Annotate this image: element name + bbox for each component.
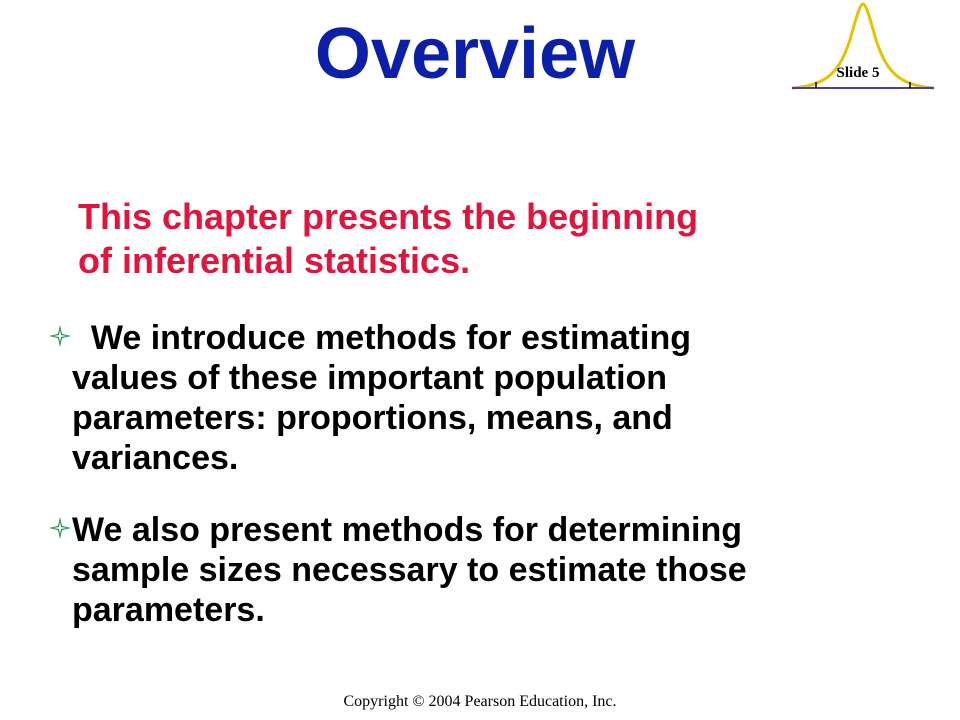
diamond-star-bullet-icon: [48, 324, 72, 348]
bullet-text: [48, 510, 928, 630]
bullet-line: parameters.: [72, 591, 265, 629]
slide-number: Slide 5: [836, 65, 880, 81]
bullet-line: We introduce methods for estimating: [72, 319, 691, 357]
chapter-intro-line: of inferential statistics.: [78, 240, 471, 281]
bullet-item: [48, 318, 928, 478]
bullet-line: values of these important population: [72, 359, 668, 397]
bullet-item: [48, 510, 928, 630]
bullet-line: variances.: [72, 439, 239, 477]
diamond-star-bullet-icon: [48, 516, 72, 540]
bullet-text: [48, 318, 928, 478]
bullet-line: sample sizes necessary to estimate those: [72, 551, 747, 589]
copyright-footer: Copyright © 2004 Pearson Education, Inc.: [343, 693, 617, 710]
slide-title: Overview: [314, 14, 636, 94]
bullet-line: parameters: proportions, means, and: [72, 399, 673, 437]
bullet-line: We also present methods for determining: [72, 511, 743, 549]
chapter-intro: [78, 195, 918, 283]
chapter-intro-line: This chapter presents the beginning: [78, 196, 699, 237]
